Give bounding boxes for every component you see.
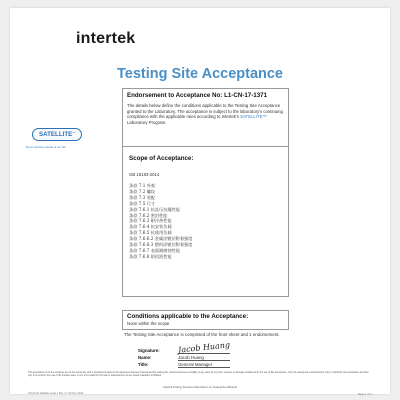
satellite-badge: SATELLITE™ — [32, 128, 82, 141]
page-title: Testing Site Acceptance — [117, 66, 283, 82]
conditions-value: None within the scope — [127, 321, 170, 326]
scope-item: 条款 7.6.1 抗冻压抗爆性能 — [129, 206, 181, 212]
name-row — [138, 355, 230, 361]
endorsement-text-main: The details below define the conditions applicable to the Testing Site Acceptance granted to the Laboratory. The acceptance is subject to the laboratory's continuing compliance with the applicable rules according to Intertek's — [127, 103, 283, 120]
scope-item: 条款 7.6.3 耐冷热性能 — [129, 218, 172, 224]
certificate-page — [10, 8, 390, 394]
scope-item: 条款 7.6.7 表面耐腐蚀性能 — [129, 247, 181, 253]
scope-item: 条款 7.1 外观 — [129, 183, 156, 188]
endorsement-text-end: Laboratory Program. — [127, 119, 167, 125]
satellite-tagline: Be an Intertek outside of our lab — [26, 145, 66, 149]
title-row — [138, 362, 230, 368]
conditions-heading: Conditions applicable to the Acceptance: — [127, 313, 249, 320]
endorsement-box — [122, 88, 289, 154]
endorsement-heading: Endorsement to Acceptance No: L1-CN-17-1371 — [127, 92, 268, 99]
satellite-badge-text: SATELLITE — [39, 131, 73, 138]
scope-item: 条款 7.6.6.2 金属涂镀层附着强度 — [129, 236, 193, 242]
name-label: Name: — [138, 355, 152, 360]
intertek-logo: intertek — [76, 30, 136, 47]
scope-box — [122, 146, 289, 297]
acceptance-statement: The Testing Site Acceptance is comprised of the front sheet and 1 endorsement. — [124, 332, 280, 337]
scope-item: 条款 7.2 螺纹 — [129, 188, 156, 194]
handwritten-signature: Jacob Huang — [177, 340, 231, 355]
name-value: Jacob Huang — [178, 355, 230, 361]
page-number: Page 1 of 1 — [357, 392, 372, 396]
scope-item: 条款 7.3 装配 — [129, 194, 156, 200]
title-label: Title: — [138, 362, 149, 367]
scope-item: 条款 7.6.2 密封性能 — [129, 212, 168, 218]
title-value: General Manager — [178, 362, 230, 368]
scope-item: 条款 7.6.4 抗安装负载 — [129, 224, 172, 230]
endorsement-program-name: SATELLITE — [240, 114, 263, 120]
signature-row — [138, 348, 230, 354]
scope-item: 条款 7.6.5 抗使用负载 — [129, 230, 172, 236]
scope-item: 条款 7.6.8 防回流性能 — [129, 253, 172, 259]
legal-footnote: This acceptance is for the exclusive use of the testing site and is provided pursuant to the agreement between Intertek and the testing site. Intertek assumes no liability to any party for any loss, expense or damage occasioned by the use of this acceptance. Only the testing site is authorized to copy or distribute this acceptance and then only in its entirety. Any use of the Intertek name or one of its marks for the sale or advertisement of any tested material is prohibited. — [28, 372, 369, 377]
scope-item: 条款 7.5 尺寸 — [129, 200, 156, 206]
scope-item: 条款 7.6.6.3 塑料涂镀层附着强度 — [129, 242, 193, 248]
conditions-box — [122, 310, 289, 330]
scope-heading: Scope of Acceptance: — [129, 155, 194, 162]
issuer-name: Intertek Testing Services Shenzhen Ltd. Guangzhou Branch — [162, 385, 238, 389]
signature-label: Signature: — [138, 348, 160, 353]
document-reference: IAT 02-02 Satellite Level 1 Rev 2.1 15 Nov 2014 — [28, 392, 84, 395]
scope-standard: GB 18183-2014 — [129, 172, 160, 177]
endorsement-text: The details below define the conditions applicable to the Testing Site Acceptance granted to the Laboratory. The acceptance is subject to the laboratory's continuing compliance with the applicable rules according to Intertek's SATELLITE™ Laboratory Program. — [127, 103, 283, 125]
satellite-logo — [26, 124, 106, 152]
signature-line — [178, 348, 230, 354]
scope-list — [129, 183, 282, 260]
